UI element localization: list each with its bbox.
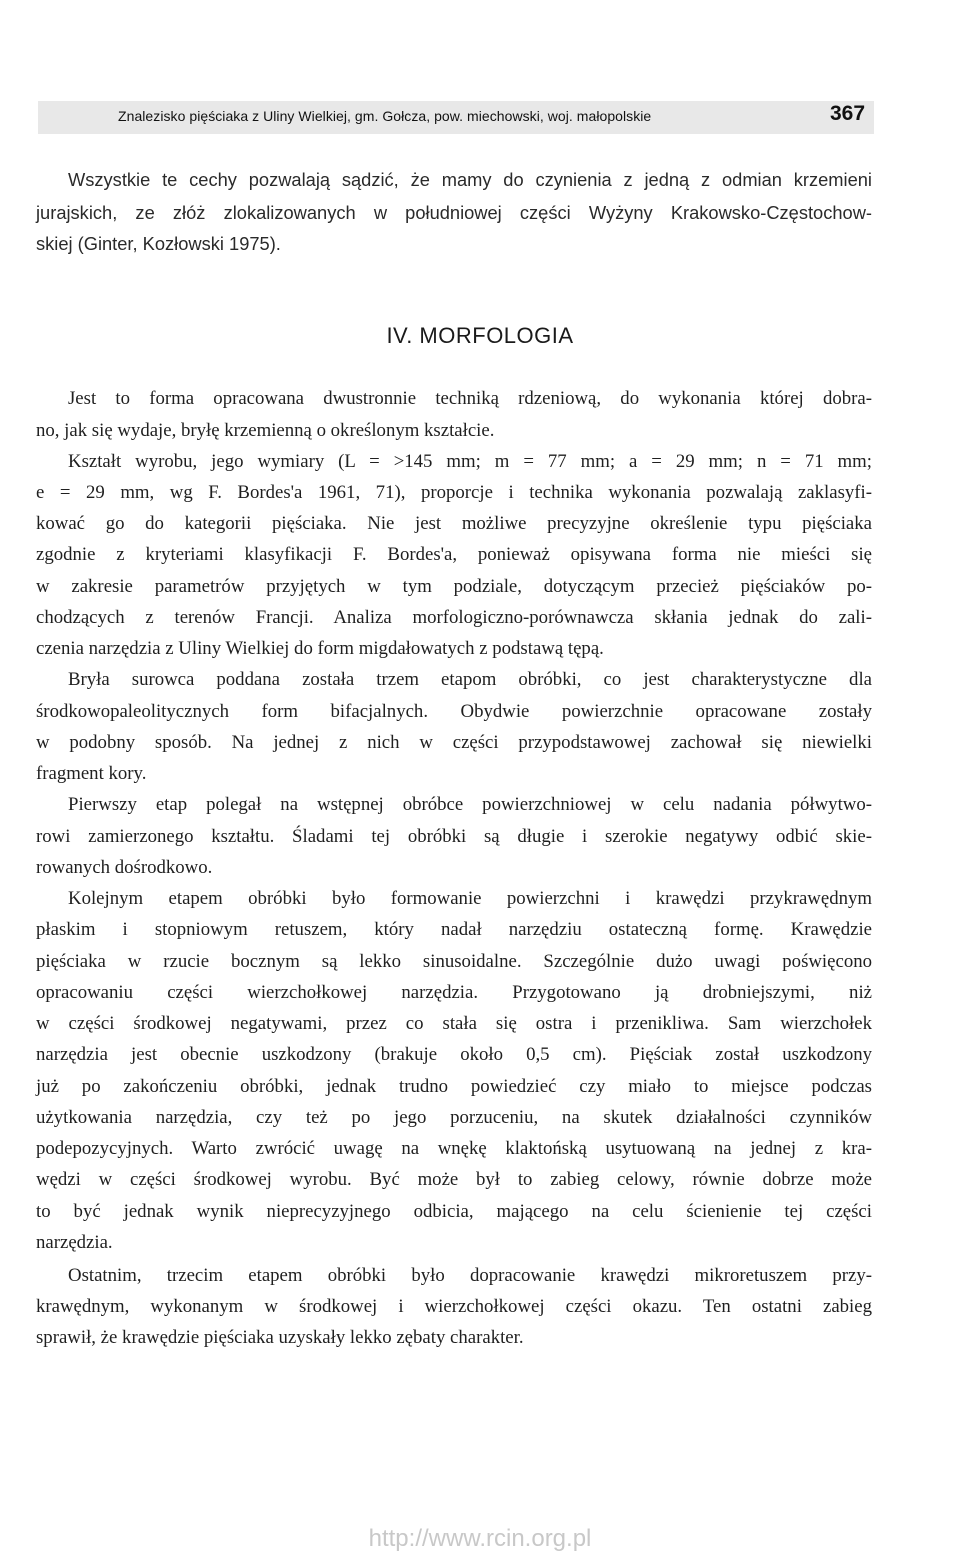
body-line: płaskim i stopniowym retuszem, który nadał narzędziu ostateczną formę. Krawędzie [36, 919, 872, 940]
body-line: rowanych dośrodkowo. [36, 857, 213, 878]
body-line: Kolejnym etapem obróbki było formowanie powierzchni i krawędzi przykrawędnym [68, 888, 872, 909]
body-line: to być jednak wynik nieprecyzyjnego odbicia, mającego na celu ścienienie tej części [36, 1201, 872, 1222]
body-line: narzędzia. [36, 1232, 113, 1253]
body-line: Jest to forma opracowana dwustronnie techniką rdzeniową, do wykonania której dobra- [68, 388, 872, 409]
body-line: no, jak się wydaje, bryłę krzemienną o określonym kształcie. [36, 420, 495, 441]
body-line: rowi zamierzonego kształtu. Śladami tej obróbki są długie i szerokie negatywy odbić skie- [36, 826, 872, 847]
body-line: Bryła surowca poddana została trzem etapom obróbki, co jest charakterystyczne dla [68, 669, 872, 690]
body-line: chodzących z terenów Francji. Analiza morfologiczno-porównawcza skłania jednak do zali- [36, 607, 872, 628]
body-line: narzędzia jest obecnie uszkodzony (brakuje około 0,5 cm). Pięściak został uszkodzony [36, 1044, 872, 1065]
body-line: fragment kory. [36, 763, 147, 784]
page-number: 367 [830, 102, 866, 125]
intro-line: skiej (Ginter, Kozłowski 1975). [36, 233, 281, 254]
body-line: użytkowania narzędzia, czy też po jego porzuceniu, na skutek działalności czynników [36, 1107, 872, 1128]
body-line: wędzi w części środkowej wyrobu. Być może był to zabieg celowy, równie dobrze może [36, 1169, 872, 1190]
intro-line: jurajskich, ze złóż zlokalizowanych w południowej części Wyżyny Krakowsko-Częstochow- [36, 202, 872, 223]
body-line: czenia narzędzia z Uliny Wielkiej do form migdałowatych z podstawą tępą. [36, 638, 604, 659]
body-line: Kształt wyrobu, jego wymiary (L = >145 mm; m = 77 mm; a = 29 mm; n = 71 mm; [68, 451, 872, 472]
body-line: podepozycyjnych. Warto zwrócić uwagę na wnękę klaktońską usytuowaną na jednej z kra- [36, 1138, 872, 1159]
body-line: w części środkowej negatywami, przez co stała się ostra i przenikliwa. Sam wierzchołek [36, 1013, 872, 1034]
body-line: środkowopaleolitycznych form bifacjalnych. Obydwie powierzchnie opracowane zostały [36, 701, 872, 722]
body-line: kować go do kategorii pięściaka. Nie jest możliwe precyzyjne określenie typu pięściaka [36, 513, 872, 534]
body-line: Pierwszy etap polegał na wstępnej obróbce powierzchniowej w celu nadania półwytwo- [68, 794, 872, 815]
intro-line: Wszystkie te cechy pozwalają sądzić, że mamy do czynienia z jedną z odmian krzemieni [68, 169, 872, 190]
body-line: Ostatnim, trzecim etapem obróbki było dopracowanie krawędzi mikroretuszem przy- [68, 1265, 872, 1286]
body-line: opracowaniu części wierzchołkowej narzędzia. Przygotowano ją drobniejszymi, niż [36, 982, 872, 1003]
source-watermark: http://www.rcin.org.pl [368, 1525, 592, 1552]
running-title: Znalezisko pięściaka z Uliny Wielkiej, gm. Gołcza, pow. miechowski, woj. małopolskie [118, 108, 652, 124]
body-line: pięściaka w rzucie bocznym są lekko sinusoidalne. Szczególnie dużo uwagi poświęcono [36, 951, 872, 972]
body-line: zgodnie z kryteriami klasyfikacji F. Bordes'a, ponieważ opisywana forma nie mieści się [36, 544, 872, 565]
body-line: e = 29 mm, wg F. Bordes'a 1961, 71), proporcje i technika wykonania pozwalają zaklasyfi- [36, 482, 872, 503]
body-line: sprawił, że krawędzie pięściaka uzyskały lekko zębaty charakter. [36, 1327, 524, 1348]
section-heading: IV. MORFOLOGIA [386, 323, 574, 348]
body-line: w podobny sposób. Na jednej z nich w części przypodstawowej zachował się niewielki [36, 732, 872, 753]
body-line: w zakresie parametrów przyjętych w tym podziale, dotyczącym przecież pięściaków po- [36, 576, 872, 597]
body-line: krawędnym, wykonanym w środkowej i wierzchołkowej części okazu. Ten ostatni zabieg [36, 1296, 872, 1317]
body-line: już po zakończeniu obróbki, jednak trudno powiedzieć czy miało to miejsce podczas [36, 1076, 872, 1097]
